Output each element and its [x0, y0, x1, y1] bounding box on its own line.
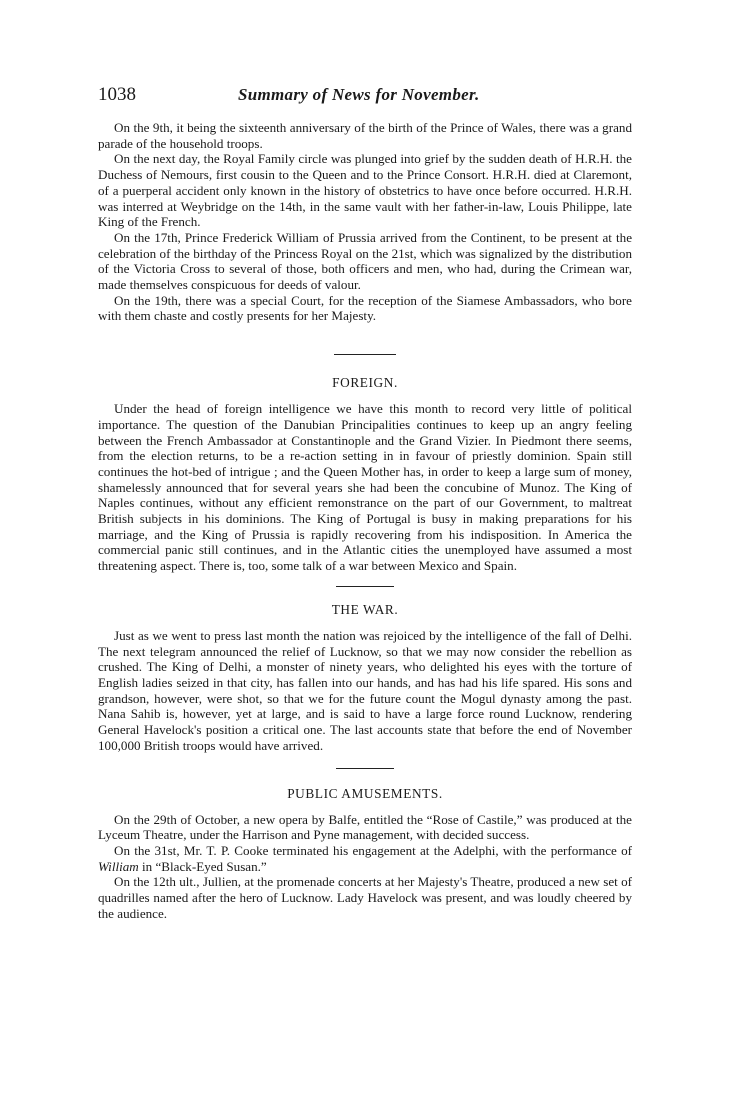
- text-run: On the 31st, Mr. T. P. Cooke terminated his engagement at the Adelphi, with the performance of: [114, 842, 632, 858]
- section-divider: [336, 768, 394, 769]
- public-amusements-section: [98, 812, 632, 922]
- text-run: in “Black-Eyed Susan.”: [138, 858, 267, 874]
- section-heading-foreign: FOREIGN.: [332, 375, 398, 391]
- paragraph: Just as we went to press last month the nation was rejoiced by the intelligence of the fall of Delhi. The next telegram announced the relief of Lucknow, so that we may now consider the rebellion as crushed. The King of Delhi, a monster of ninety years, who delighted his eyes with the torture of English ladies seized in that city, has fallen into our hands, and has had his life spared. His sons and grandson, however, were shot, so that we for the future count the Mogul dynasty among the past. Nana Sahib is, however, yet at large, and is said to have a large force round Lucknow, rendering General Havelock's position a critical one. The last accounts state that before the end of November 100,000 British troops would have arrived.: [98, 627, 632, 753]
- foreign-section: [98, 401, 632, 574]
- paragraph: On the 29th of October, a new opera by Balfe, entitled the “Rose of Castile,” was produced at the Lyceum Theatre, under the Harrison and Pyne management, with decided success.: [98, 811, 632, 843]
- intro-section: [98, 120, 632, 324]
- war-section: [98, 628, 632, 754]
- paragraph: [98, 843, 632, 874]
- paragraph: Under the head of foreign intelligence we have this month to record very little of political importance. The question of the Danubian Principalities continues to keep up an angry feeling between the French Ambassador at Constantinople and the Grand Vizier. In Piedmont there seems, from the election returns, to be a re-action setting in in favour of priestly dominion. Spain still continues the hot-bed of intrigue ; and the Queen Mother has, in order to keep a large sum of money, shamelessly announced that for several years she had been the concubine of Munoz. The King of Naples continues, without any efficient remonstrance on the part of our Government, to maltreat British subjects in his dominions. The King of Portugal is busy in making preparations for his marriage, and the King of Prussia is rapidly recovering from his indisposition. In America the commercial panic still continues, and in the Atlantic cities the unemployed have assumed a most threatening aspect. There is, too, some talk of a war between Mexico and Spain.: [98, 401, 632, 574]
- paragraph: On the 19th, there was a special Court, for the reception of the Siamese Ambassadors, who bore with them chaste and costly presents for her Majesty.: [98, 292, 632, 324]
- italic-title: William: [98, 858, 139, 874]
- section-heading-war: THE WAR.: [331, 601, 399, 617]
- paragraph: On the 17th, Prince Frederick William of Prussia arrived from the Continent, to be present at the celebration of the birthday of the Princess Royal on the 21st, which was signalized by the distribution of the Victoria Cross to several of those, both officers and men, who had, during the Crimean war, made themselves conspicuous for deeds of valour.: [98, 229, 632, 293]
- page-header: [98, 84, 632, 110]
- section-divider: [334, 354, 396, 355]
- running-title: Summary of News for November.: [238, 85, 480, 104]
- page-number: 1038: [98, 84, 136, 105]
- paragraph: On the next day, the Royal Family circle was plunged into grief by the sudden death of H.R.H. the Duchess of Nemours, first cousin to the Queen and to the Prince Consort. H.R.H. died at Claremont, of a puerperal accident only known in the history of obstetrics to have once before occurred. H.R.H. was interred at Weybridge on the 14th, in the same vault with her father-in-law, Louis Philippe, late King of the French.: [98, 151, 632, 230]
- paragraph: On the 9th, it being the sixteenth anniversary of the birth of the Prince of Wales, there was a grand parade of the household troops.: [98, 120, 632, 151]
- section-heading-public-amusements: PUBLIC AMUSEMENTS.: [287, 785, 443, 801]
- paragraph: On the 12th ult., Jullien, at the promenade concerts at her Majesty's Theatre, produced a new set of quadrilles named after the hero of Lucknow. Lady Havelock was present, and was loudly cheered by the audience.: [98, 874, 632, 921]
- section-divider: [336, 586, 394, 587]
